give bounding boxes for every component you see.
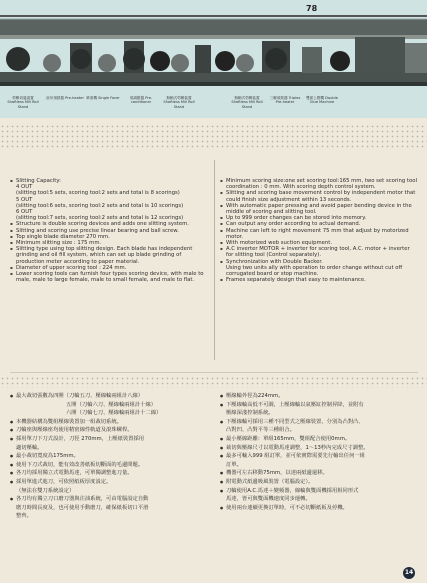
machine-header-band bbox=[0, 0, 427, 118]
machine-captions bbox=[0, 96, 427, 118]
zh-spec-lower-scoring: ● 下壓線輪高低不可調，上壓線輪以氣壓缸控制昇降，並附有 壓線深淺控制系統。 bbox=[220, 401, 418, 418]
caption-single-facer: 單面機 Single Facer bbox=[86, 96, 120, 100]
zh-spec-linear: ● 刀輪座與壓線座均使用精密線性軌道及滾珠螺桿。 bbox=[10, 426, 212, 435]
caption-pre-conditioner: 預調節器 Pre-conditioner bbox=[129, 96, 153, 105]
caption-pre-heater: 前吊預熱器 Pre-heater bbox=[46, 96, 84, 100]
spec-inverter-motor: ▪ A.C inverter MOTOR + inverter for scoring tool, A.C. motor + inverter for slitting tool (Control separately). bbox=[220, 246, 418, 258]
dot-pattern-top bbox=[0, 124, 427, 150]
spec-lower-scoring: ▪ Lower scoring tools can furnish four types scoring device, with male to male, male to large female, male to small female, and male to flat. bbox=[10, 271, 208, 283]
spec-minimum-slitting: ▪ Minimum slitting size : 175 mm. bbox=[10, 240, 208, 246]
spec-paper-pressing: ▪ With automatic paper pressing and avoid paper bending device in the middle of scoring and slitting tool. bbox=[220, 203, 418, 215]
spec-minimum-scoring: ▪ Minimum scoring size:one set scoring tool:165 mm, two set scoring tool coordination : 0 mm. With scoring depth control system. bbox=[220, 178, 418, 190]
zh-spec-min-slitting: ● 最小裁切寬度為175mm。 bbox=[10, 452, 212, 461]
english-specs-left bbox=[10, 178, 208, 283]
spec-web-suction: ▪ With motorized web suction equipment. bbox=[220, 240, 418, 246]
english-specs-right bbox=[220, 178, 418, 283]
caption-triplex-pre-heater: 三聯預熱器 Triplex Pre-heater bbox=[269, 96, 301, 105]
spec-output-order: ▪ Can output any order according to actual demand. bbox=[220, 221, 418, 227]
chinese-specs-left bbox=[10, 392, 212, 521]
chinese-specs-right bbox=[220, 392, 418, 512]
zh-spec-movement: ● 機器可左右移動75mm，以達兩紙邊還移。 bbox=[220, 469, 418, 478]
column-divider bbox=[214, 160, 215, 360]
zh-spec-grinding: ● 各刀均有獨立刀口磨刀器與注油系統，可由電腦設定自動 磨刀時間長度及，也可使用手動磨刀，確保紙板切口平滑 整齊。 bbox=[10, 495, 212, 521]
page-number: 78 bbox=[306, 4, 318, 13]
zh-spec-scoring-diameter: ● 壓線輪外徑為224mm。 bbox=[220, 392, 418, 401]
spec-synchronization: ▪ Synchronization with Double Backer. Using two units ally with operation to order change without cut off corrugated board or stop machine. bbox=[220, 259, 418, 278]
page-badge: 14 bbox=[403, 567, 415, 579]
caption-mill-roll-stand-2: 無軸式剪輯裝置 Shaftless Mill Roll Stand bbox=[163, 96, 195, 109]
corrugator-machine-illustration bbox=[0, 17, 427, 97]
zh-spec-suction: ● 附電動式紙邊吸風裝置（電腦設定）。 bbox=[220, 478, 418, 487]
spec-frames: ▪ Frames separately design that easy to maintenance. bbox=[220, 277, 418, 283]
zh-spec-note: （無法在雙刀系統設定） bbox=[16, 487, 75, 494]
zh-spec-ac-motor: ● 刀輪使用A.C.馬達＋變頻器，線輪與雙面機採用相同形式 馬達，皆可與雙面機速度同步運轉。 bbox=[220, 487, 418, 504]
zh-spec-single-feed: ● 採用單進式進刀，可依照紙板厚度設定。 bbox=[10, 478, 212, 487]
dot-pattern-middle bbox=[0, 376, 427, 388]
spec-slitting-type: ▪ Slitting type using top slitting design. Each blade has independent grinding and oil fill system, which can set up blade grinding of production meter according to paper material. bbox=[10, 246, 208, 265]
spec-scoring-diameter: ▪ Diameter of upper scoring tool : 224 mm. bbox=[10, 265, 208, 271]
zh-spec-size-adjust: ● 裁切與壓線尺寸以電動馬達調整，1～13秒內完成尺寸調整。 bbox=[220, 444, 418, 453]
zh-spec-order-change: ● 使用兩台連續更換訂單時，可不必切斷紙板及停機。 bbox=[220, 504, 418, 513]
spec-linear-bearing: ▪ Slitting and scoring use precise linear bearing and ball screw. bbox=[10, 228, 208, 234]
spec-blade-diameter: ▪ Top single blade diameter 270 mm. bbox=[10, 234, 208, 240]
caption-mill-roll-stand-3: 無軸式剪輯裝置 Shaftless Mill Roll Stand bbox=[231, 96, 263, 109]
spec-base-movement: ▪ Slitting and scoring base movement control by independent motor that could finish size adjustment within 13 seconds. bbox=[220, 190, 418, 202]
zh-spec-blade: ● 採用單刀下刀式設計，刀徑 270mm，上壓紙裝置採用 適切壓輪。 bbox=[10, 435, 212, 452]
spec-structure: ▪ Structure is double scoring devices and adds one slitting system. bbox=[10, 221, 208, 227]
zh-spec-capacity: ● 最大裁切張數為四開（刀輪五刀、壓線輪兩組計八線） bbox=[10, 392, 212, 401]
spec-machine-movement: ▪ Machine can left to right movement 75 mm that adjust by motorized motor. bbox=[220, 228, 418, 240]
zh-spec-structure: ● 本機器結構為雙組壓線裝置加一組裁切系統。 bbox=[10, 418, 212, 427]
spec-slitting-capacity: ▪ Slitting Capacity: 4 OUT (slitting tool:5 sets, scoring tool:2 sets and total is 8 scorings) 5 OUT (slitting tool:6 sets, scoring tool:2 sets and total is 10 scorings) 6 OUT (slitting tool:7 sets, scoring tool:2 sets and total is 12 scorings) bbox=[10, 178, 208, 221]
zh-spec-order-memory: ● 最多可輸入999 組訂單，並可依實際需要先行輸出任何一組 訂單。 bbox=[220, 452, 418, 469]
zh-spec-bottom-cut: ● 使用下刀式裁切，能有效改善紙板切斷面的毛邊問題。 bbox=[10, 461, 212, 470]
section-divider bbox=[10, 372, 418, 373]
caption-mill-roll-stand-1: 剪輯切邊裝置 Shaftless Mill Roll Stand bbox=[7, 96, 39, 109]
zh-spec-capacity-sub: 五開（刀輪六刀、壓線輪兩組計十線） 六開（刀輪七刀、壓線輪兩組計十二線） bbox=[66, 401, 162, 417]
zh-spec-independent-motor: ● 各刀均採用獨立式電動馬達，可單獨調整進刀量。 bbox=[10, 469, 212, 478]
spec-order-memory: ▪ Up to 999 order changes can be stored into memory. bbox=[220, 215, 418, 221]
zh-spec-scoring-types: ● 下壓線輪可採用三種不同型式之壓線裝置，分別為凸對凸、 凸對凹、凸對平等三種組合。 bbox=[220, 418, 418, 435]
zh-spec-min-scoring: ● 最小壓線距離：單組165mm，雙組配合使用0mm。 bbox=[220, 435, 418, 444]
caption-glue-machine: 雙面上膠機 Double Glue Machine bbox=[306, 96, 338, 105]
